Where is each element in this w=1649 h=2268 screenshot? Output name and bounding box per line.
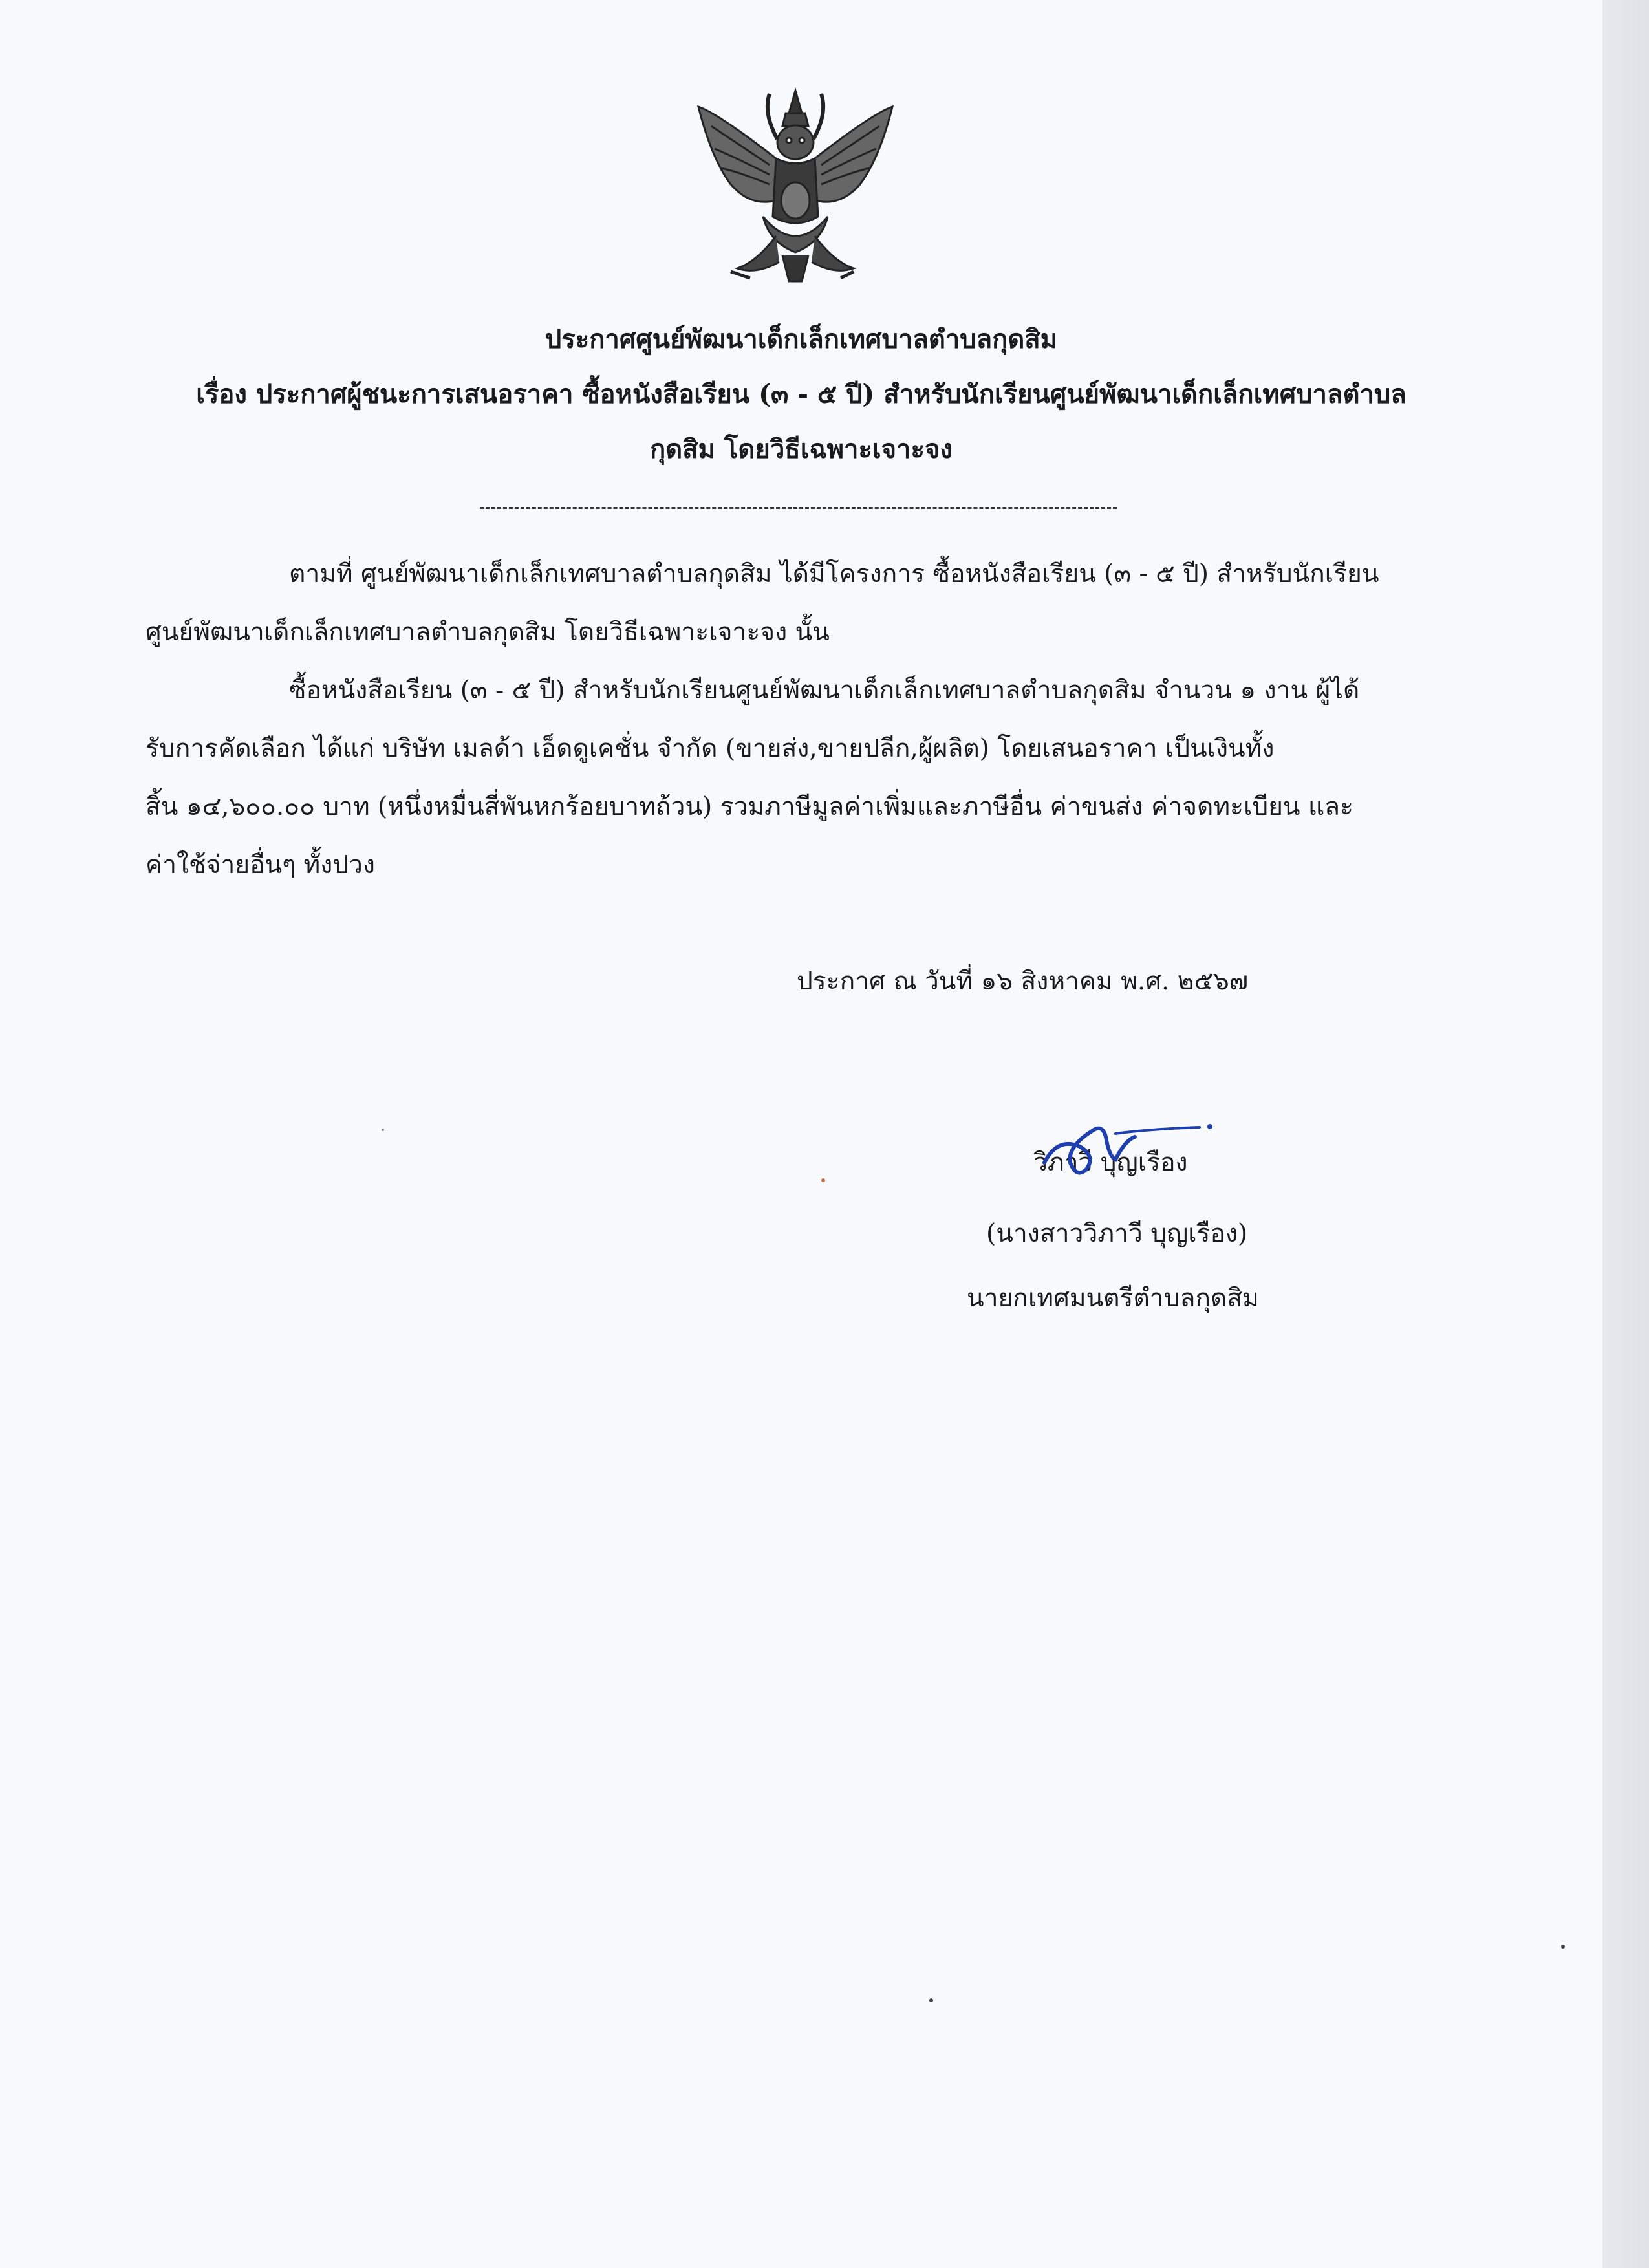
paragraph-2-line-1: ซื้อหนังสือเรียน (๓ - ๕ ปี) สำหรับนักเรียนศูนย์พัฒนาเด็กเล็กเทศบาลตำบลกุดสิม จำนวน ๑ งาน ผู้ได้ bbox=[289, 676, 1360, 705]
signer-full-name: (นางสาววิภาวี บุญเรือง) bbox=[986, 1219, 1248, 1248]
signature-printed-name: วิภาวี บุญเรือง bbox=[1033, 1148, 1188, 1177]
paragraph-1-line-1: ตามที่ ศูนย์พัฒนาเด็กเล็กเทศบาลตำบลกุดสิม ได้มีโครงการ ซื้อหนังสือเรียน (๓ - ๕ ปี) สำหรับนักเรียน bbox=[289, 559, 1379, 589]
paragraph-2-line-2: รับการคัดเลือก ได้แก่ บริษัท เมลด้า เอ็ดดูเคชั่น จำกัด (ขายส่ง,ขายปลีก,ผู้ผลิต) โดยเสนอราคา เป็นเงินทั้ง bbox=[146, 734, 1275, 763]
scan-speck bbox=[1561, 1945, 1565, 1949]
document-subject-line-1: เรื่อง ประกาศผู้ชนะการเสนอราคา ซื้อหนังสือเรียน (๓ - ๕ ปี) สำหรับนักเรียนศูนย์พัฒนาเด็กเล็กเทศบาลตำบล bbox=[196, 379, 1406, 409]
paragraph-2-line-3: สิ้น ๑๔,๖๐๐.๐๐ บาท (หนึ่งหมื่นสี่พันหกร้อยบาทถ้วน) รวมภาษีมูลค่าเพิ่มและภาษีอื่น ค่าขนส่ง ค่าจดทะเบียน และ bbox=[146, 792, 1353, 821]
signer-position: นายกเทศมนตรีตำบลกุดสิม bbox=[967, 1284, 1259, 1313]
paragraph-1-line-2: ศูนย์พัฒนาเด็กเล็กเทศบาลตำบลกุดสิม โดยวิธีเฉพาะเจาะจง นั้น bbox=[146, 618, 830, 647]
scan-speck bbox=[929, 1998, 933, 2002]
title-separator bbox=[480, 507, 1117, 509]
document-subject-line-2: กุดสิม โดยวิธีเฉพาะเจาะจง bbox=[650, 434, 953, 464]
scan-speck bbox=[821, 1178, 825, 1182]
announcement-date: ประกาศ ณ วันที่ ๑๖ สิงหาคม พ.ศ. ๒๕๖๗ bbox=[797, 967, 1249, 996]
scan-speck bbox=[382, 1129, 384, 1131]
handwritten-signature-icon bbox=[1018, 1111, 1225, 1182]
paragraph-2-line-4: ค่าใช้จ่ายอื่นๆ ทั้งปวง bbox=[146, 850, 375, 880]
garuda-emblem-icon bbox=[692, 87, 899, 288]
scan-margin bbox=[1602, 0, 1649, 2268]
document-title: ประกาศศูนย์พัฒนาเด็กเล็กเทศบาลตำบลกุดสิม bbox=[544, 324, 1058, 354]
